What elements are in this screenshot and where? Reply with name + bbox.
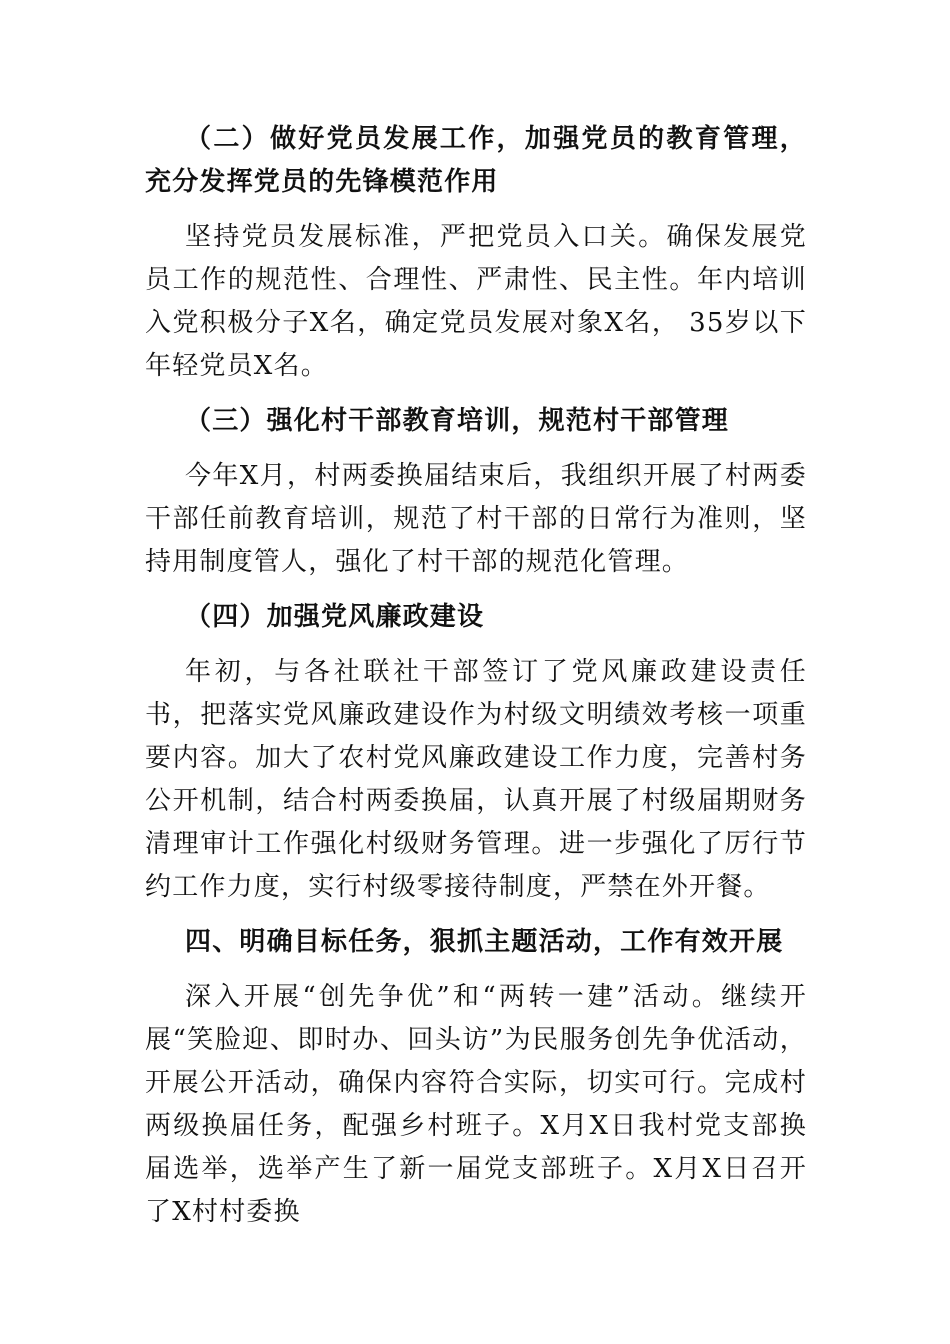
section-paragraph-4: 年初，与各社联社干部签订了党风廉政建设责任书，把落实党风廉政建设作为村级文明绩效考核一项重要内容。加大了农村党风廉政建设工作力度，完善村务公开机制，结合村两委换届，认真开展了村级届期财务清理审计工作强化村级财务管理。进一步强化了厉行节约工作力度，实行村级零接待制度，严禁在外开餐。	[145, 657, 807, 902]
section-heading-2: （二）做好党员发展工作，加强党员的教育管理，充分发挥党员的先锋模范作用	[145, 124, 807, 197]
section-paragraph-3: 今年X月，村两委换届结束后，我组织开展了村两委干部任前教育培训，规范了村干部的日常行为准则，坚持用制度管人，强化了村干部的规范化管理。	[145, 461, 807, 577]
section-paragraph-2: 坚持党员发展标准，严把党员入口关。确保发展党员工作的规范性、合理性、严肃性、民主性。年内培训入党积极分子X名，确定党员发展对象X名， 35岁以下年轻党员X名。	[145, 222, 807, 381]
section-heading-4: （四）加强党风廉政建设	[185, 602, 485, 632]
chapter-paragraph-4: 深入开展“创先争优”和“两转一建”活动。继续开展“笑脸迎、即时办、回头访”为民服务创先争优活动，开展公开活动，确保内容符合实际，切实可行。完成村两级换届任务，配强乡村班子。X月X日我村党支部换届选举，选举产生了新一届党支部班子。X月X日召开了X村村委换	[145, 982, 807, 1227]
document-body	[145, 118, 807, 1246]
section-heading-3: （三）强化村干部教育培训，规范村干部管理	[185, 406, 730, 436]
chapter-heading-4: 四、明确目标任务，狠抓主题活动，工作有效开展	[185, 927, 784, 957]
